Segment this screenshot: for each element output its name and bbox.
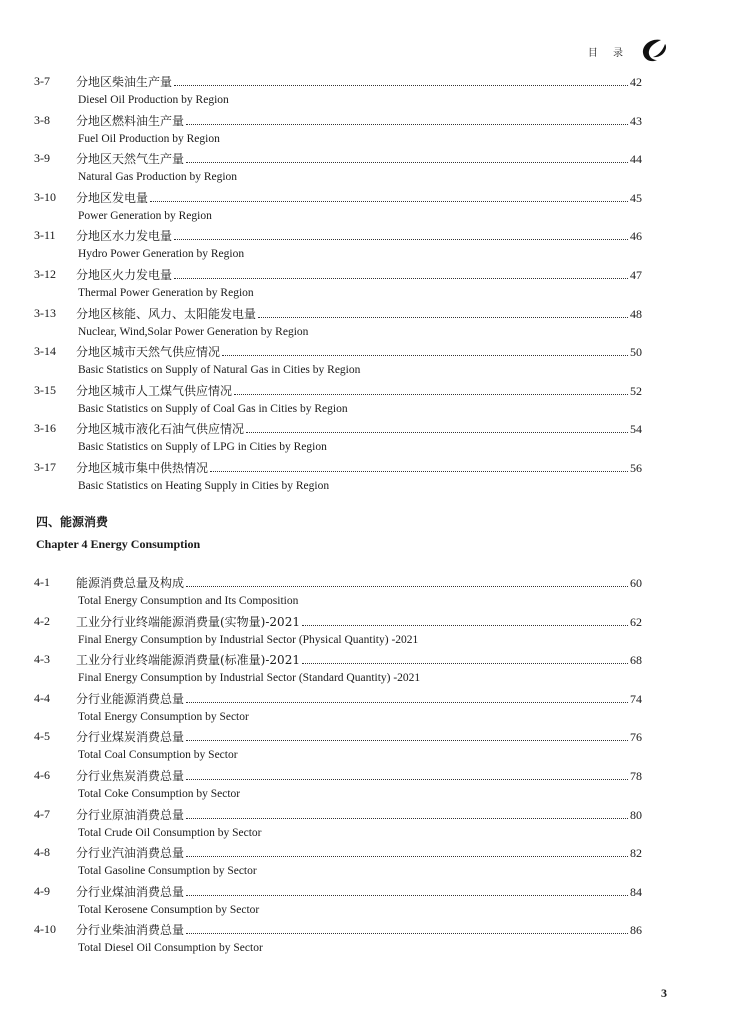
chapter4-title-cn: 四、能源消费 — [36, 515, 109, 529]
dot-leader — [174, 72, 628, 86]
dot-leader — [186, 843, 628, 857]
dot-leader — [186, 920, 628, 934]
toc-entry[interactable] — [0, 304, 729, 343]
toc-entry[interactable] — [0, 805, 729, 844]
toc-entry-number: 4-4 — [34, 690, 50, 705]
toc-entry-title-cn: 分地区火力发电量 — [76, 267, 173, 282]
toc-entry-title-cn: 分行业汽油消费总量 — [76, 846, 185, 861]
page-number: 3 — [661, 986, 667, 1000]
chapter3-toc-list — [0, 72, 729, 497]
toc-entry-title-cn: 分行业原油消费总量 — [76, 807, 185, 822]
toc-entry-line — [76, 188, 642, 207]
toc-entry-page: 44 — [630, 152, 642, 167]
toc-entry-page: 74 — [630, 691, 642, 706]
toc-entry[interactable] — [0, 573, 729, 612]
toc-entry-number: 3-12 — [34, 266, 56, 281]
toc-entry-number: 4-10 — [34, 922, 56, 937]
dot-leader — [210, 458, 628, 472]
dot-leader — [186, 689, 628, 703]
toc-entry-number: 3-14 — [34, 344, 56, 359]
toc-entry-line — [76, 72, 642, 91]
toc-entry-line — [76, 689, 642, 708]
toc-entry-title-en: Total Coke Consumption by Sector — [78, 787, 241, 800]
chapter4-heading — [36, 513, 200, 554]
toc-entry-number: 4-9 — [34, 883, 50, 898]
toc-entry-title-cn: 分地区燃料油生产量 — [76, 113, 185, 128]
toc-entry-title-cn: 分地区城市人工煤气供应情况 — [76, 383, 233, 398]
toc-entry[interactable] — [0, 650, 729, 689]
toc-entry-title-cn: 分地区发电量 — [76, 190, 149, 205]
toc-entry-page: 82 — [630, 846, 642, 861]
toc-entry-title-cn: 分地区柴油生产量 — [76, 75, 173, 89]
toc-entry-line — [76, 226, 642, 245]
toc-entry-line — [76, 766, 642, 785]
toc-entry-title-cn: 分地区水力发电量 — [76, 229, 173, 244]
toc-entry-title-cn: 分地区城市天然气供应情况 — [76, 345, 221, 360]
toc-entry-title-cn: 分行业柴油消费总量 — [76, 923, 185, 938]
toc-entry-number: 4-2 — [34, 613, 50, 628]
dot-leader — [186, 805, 628, 819]
toc-entry-number: 4-3 — [34, 652, 50, 667]
toc-entry-line — [76, 843, 642, 862]
toc-entry-page: 47 — [630, 267, 642, 282]
toc-entry-number: 4-1 — [34, 575, 50, 589]
toc-entry-page: 50 — [630, 345, 642, 360]
toc-entry-line — [76, 650, 642, 669]
toc-entry-title-en: Basic Statistics on Supply of Coal Gas in Cities by Region — [78, 402, 348, 415]
toc-entry[interactable] — [0, 111, 729, 150]
toc-entry-line — [76, 920, 642, 939]
toc-entry-line — [76, 149, 642, 168]
toc-entry[interactable] — [0, 458, 729, 497]
publisher-logo-icon — [639, 36, 669, 66]
toc-entry-line — [76, 573, 642, 592]
toc-entry[interactable] — [0, 226, 729, 265]
toc-entry-number: 3-16 — [34, 421, 56, 436]
toc-entry-number: 4-6 — [34, 767, 50, 782]
dot-leader — [174, 265, 628, 279]
toc-entry[interactable] — [0, 72, 729, 111]
toc-entry-page: 48 — [630, 306, 642, 321]
toc-entry-title-cn: 分行业煤油消费总量 — [76, 884, 185, 899]
toc-entry-number: 3-7 — [34, 74, 50, 88]
chapter4-title-en: Chapter 4 Energy Consumption — [36, 537, 201, 551]
toc-entry-title-en: Basic Statistics on Supply of Natural Gas in Cities by Region — [78, 364, 361, 377]
toc-entry-page: 78 — [630, 768, 642, 783]
toc-entry-page: 80 — [630, 807, 642, 822]
dot-leader — [258, 304, 628, 318]
toc-entry-page: 76 — [630, 730, 642, 745]
dot-leader — [302, 650, 628, 664]
dot-leader — [174, 226, 628, 240]
dot-leader — [186, 727, 628, 741]
toc-entry-line — [76, 381, 642, 400]
toc-entry-line — [76, 882, 642, 901]
toc-entry-number: 3-15 — [34, 382, 56, 397]
toc-entry[interactable] — [0, 843, 729, 882]
toc-entry-title-cn: 工业分行业终端能源消费量(实物量)-2021 — [76, 614, 300, 629]
toc-entry-title-en: Hydro Power Generation by Region — [78, 248, 245, 261]
toc-entry-line — [76, 265, 642, 284]
toc-entry[interactable] — [0, 882, 729, 921]
toc-entry[interactable] — [0, 612, 729, 651]
toc-entry-title-en: Nuclear, Wind,Solar Power Generation by Region — [78, 325, 309, 338]
toc-entry-line — [76, 458, 642, 477]
toc-entry[interactable] — [0, 419, 729, 458]
toc-entry-page: 42 — [630, 75, 642, 89]
toc-entry-page: 84 — [630, 884, 642, 899]
toc-entry-title-en: Total Energy Consumption and Its Composition — [78, 595, 299, 607]
toc-entry[interactable] — [0, 766, 729, 805]
toc-entry-number: 3-10 — [34, 189, 56, 204]
toc-entry-title-en: Power Generation by Region — [78, 209, 212, 222]
toc-entry-title-en: Total Crude Oil Consumption by Sector — [78, 826, 262, 839]
toc-entry-number: 3-8 — [34, 112, 50, 127]
toc-entry-page: 45 — [630, 190, 642, 205]
dot-leader — [246, 419, 628, 433]
toc-entry-line — [76, 727, 642, 746]
toc-entry-title-cn: 能源消费总量及构成 — [76, 576, 185, 590]
toc-entry-number: 4-5 — [34, 729, 50, 744]
toc-entry-title-en: Natural Gas Production by Region — [78, 171, 238, 184]
toc-entry-page: 60 — [630, 576, 642, 590]
toc-entry-title-cn: 分行业焦炭消费总量 — [76, 768, 185, 783]
toc-entry-title-en: Total Coal Consumption by Sector — [78, 749, 238, 762]
dot-leader — [150, 188, 628, 202]
toc-entry-title-en: Basic Statistics on Heating Supply in Cities by Region — [78, 479, 330, 492]
toc-entry-title-en: Final Energy Consumption by Industrial Sector (Physical Quantity) -2021 — [78, 633, 419, 646]
page-header — [588, 36, 669, 66]
toc-entry-title-en: Total Gasoline Consumption by Sector — [78, 865, 257, 878]
dot-leader — [186, 573, 628, 587]
toc-entry[interactable] — [0, 342, 729, 381]
toc-entry-line — [76, 342, 642, 361]
dot-leader — [222, 342, 628, 356]
toc-entry-line — [76, 805, 642, 824]
toc-entry-number: 4-7 — [34, 806, 50, 821]
toc-entry-title-en: Total Energy Consumption by Sector — [78, 710, 249, 723]
toc-entry-title-en: Total Diesel Oil Consumption by Sector — [78, 942, 263, 955]
toc-entry-page: 46 — [630, 229, 642, 244]
dot-leader — [302, 612, 628, 626]
toc-entry-line — [76, 612, 642, 631]
toc-entry-number: 3-9 — [34, 151, 50, 166]
dot-leader — [186, 111, 628, 125]
toc-entry[interactable] — [0, 920, 729, 959]
toc-entry[interactable] — [0, 689, 729, 728]
toc-entry[interactable] — [0, 149, 729, 188]
toc-entry-page: 56 — [630, 460, 642, 475]
toc-entry-title-cn: 分行业煤炭消费总量 — [76, 730, 185, 745]
toc-entry-page: 62 — [630, 614, 642, 629]
dot-leader — [234, 381, 628, 395]
dot-leader — [186, 149, 628, 163]
toc-entry[interactable] — [0, 265, 729, 304]
toc-entry-title-en: Total Kerosene Consumption by Sector — [78, 903, 260, 916]
toc-entry-line — [76, 419, 642, 438]
toc-entry-title-en: Basic Statistics on Supply of LPG in Cities by Region — [78, 441, 327, 454]
chapter4-toc-list — [0, 573, 729, 959]
toc-entry-page: 54 — [630, 422, 642, 437]
toc-entry-title-cn: 分行业能源消费总量 — [76, 691, 185, 706]
toc-entry-number: 3-13 — [34, 305, 56, 320]
toc-entry-page: 43 — [630, 113, 642, 128]
toc-entry[interactable] — [0, 727, 729, 766]
dot-leader — [186, 882, 628, 896]
toc-entry-title-cn: 分地区天然气生产量 — [76, 152, 185, 167]
toc-entry-title-cn: 分地区核能、风力、太阳能发电量 — [76, 306, 257, 321]
toc-entry-number: 4-8 — [34, 845, 50, 860]
toc-entry-title-en: Final Energy Consumption by Industrial Sector (Standard Quantity) -2021 — [78, 672, 421, 685]
toc-entry-number: 3-17 — [34, 459, 56, 474]
toc-entry-title-en: Fuel Oil Production by Region — [78, 132, 220, 145]
toc-entry[interactable] — [0, 188, 729, 227]
header-title: 目 录 — [587, 47, 629, 59]
toc-entry-page: 68 — [630, 653, 642, 668]
toc-entry[interactable] — [0, 381, 729, 420]
toc-entry-line — [76, 111, 642, 130]
toc-entry-title-cn: 工业分行业终端能源消费量(标准量)-2021 — [76, 653, 300, 668]
dot-leader — [186, 766, 628, 780]
toc-entry-number: 3-11 — [34, 228, 56, 243]
toc-entry-title-en: Diesel Oil Production by Region — [78, 94, 229, 106]
toc-entry-page: 86 — [630, 923, 642, 938]
toc-entry-page: 52 — [630, 383, 642, 398]
toc-entry-title-cn: 分地区城市集中供热情况 — [76, 460, 209, 475]
toc-entry-line — [76, 304, 642, 323]
toc-entry-title-cn: 分地区城市液化石油气供应情况 — [76, 422, 245, 437]
toc-entry-title-en: Thermal Power Generation by Region — [78, 286, 254, 299]
